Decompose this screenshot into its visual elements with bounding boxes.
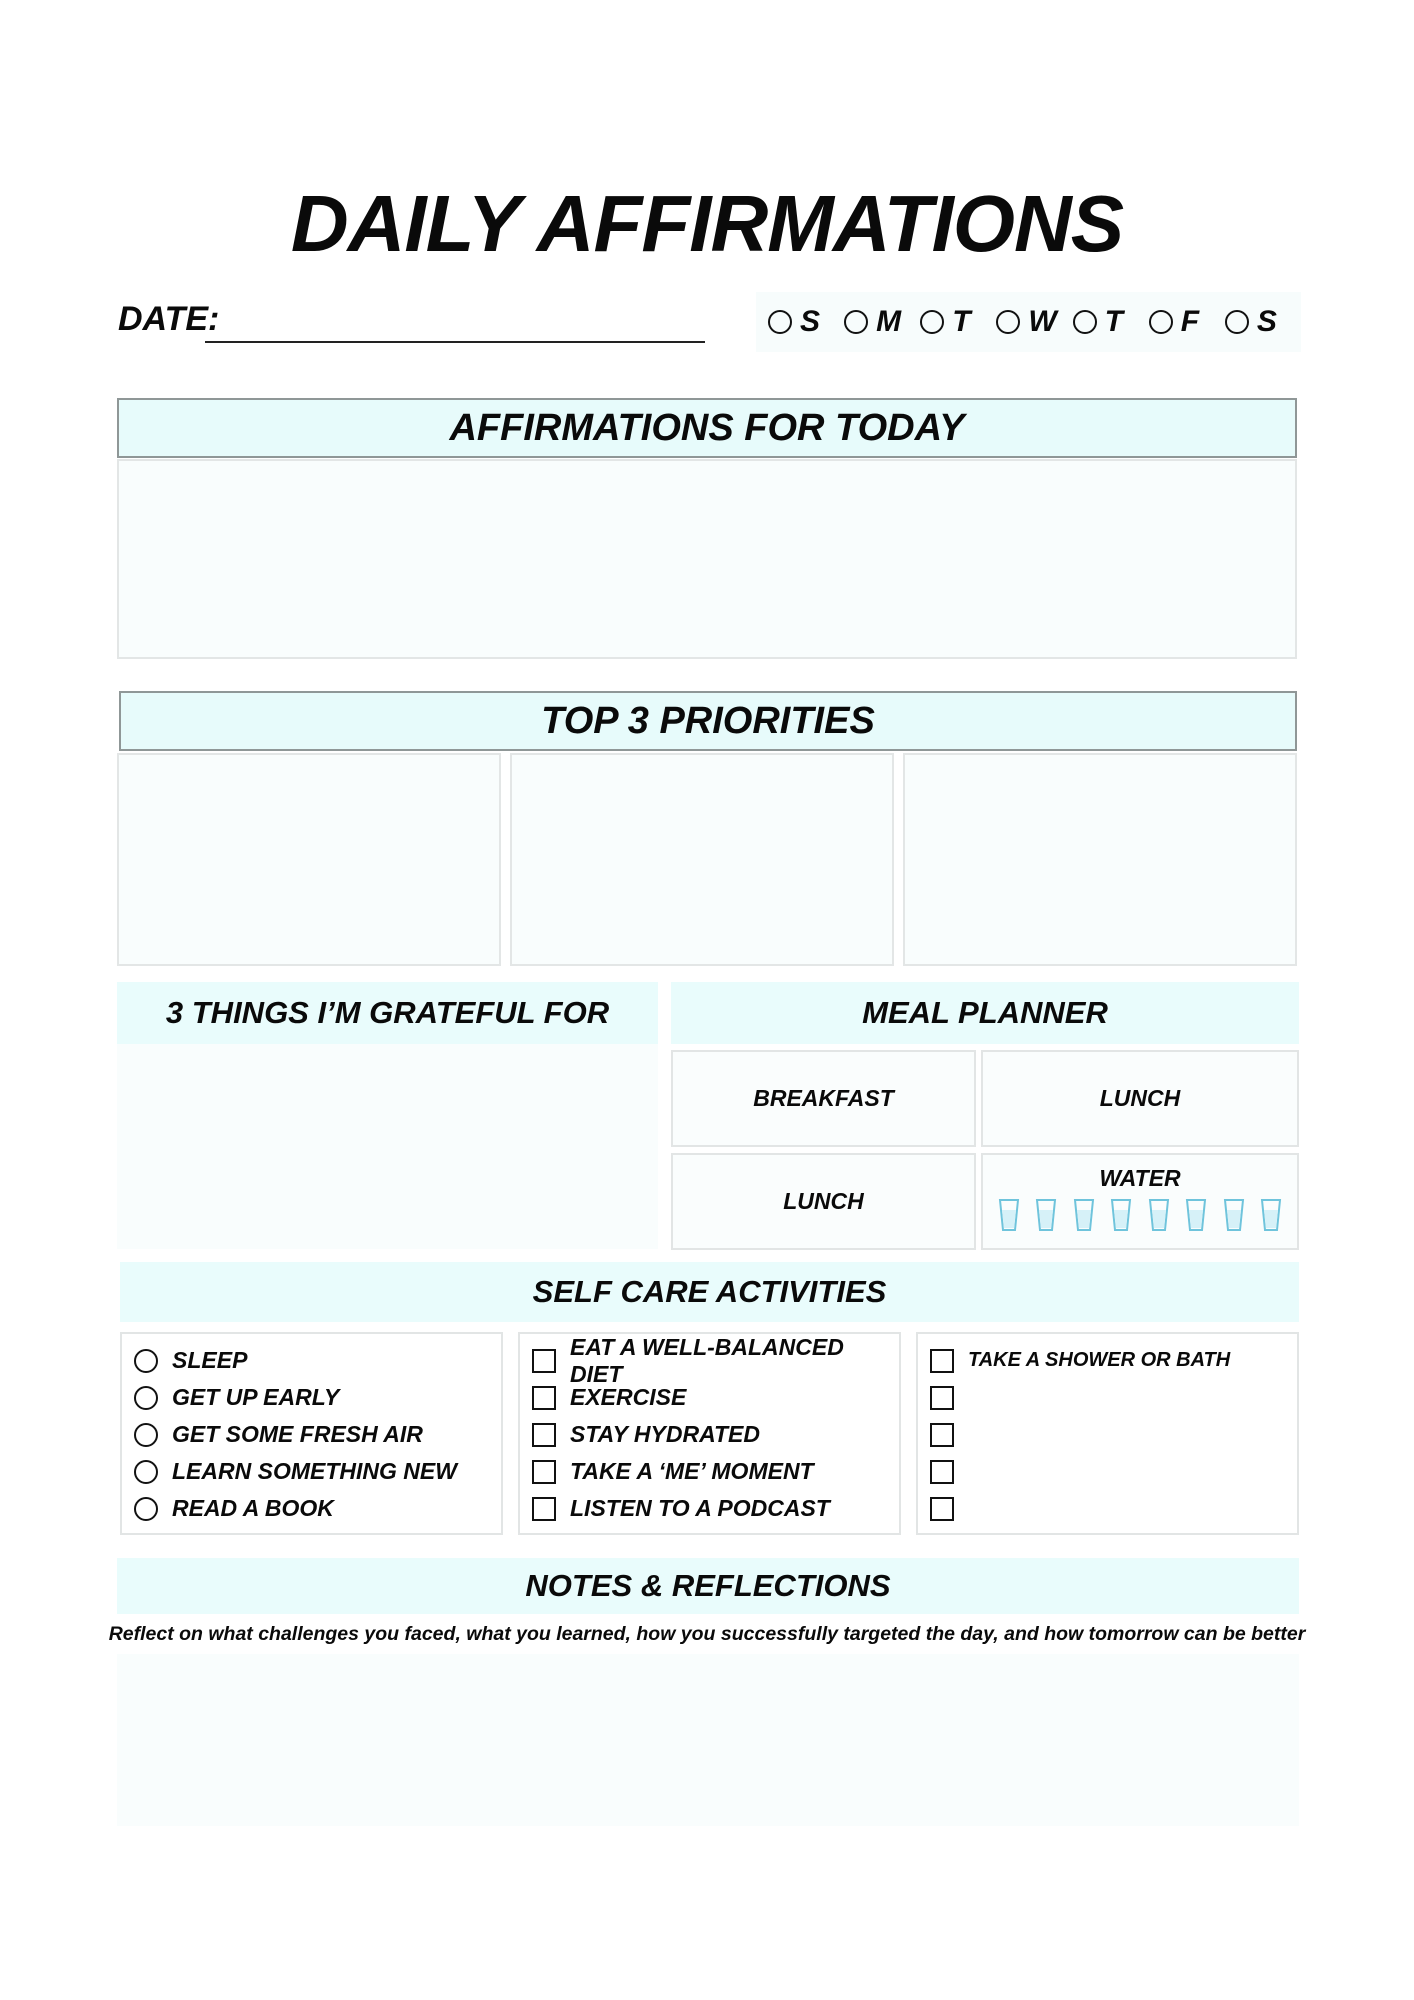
self-care-heading: SELF CARE ACTIVITIES [120, 1262, 1299, 1322]
breakfast-cell[interactable]: BREAKFAST [671, 1050, 976, 1147]
checkbox-icon[interactable] [930, 1423, 954, 1447]
checkbox-icon[interactable] [532, 1386, 556, 1410]
list-item[interactable]: GET SOME FRESH AIR [134, 1416, 501, 1453]
radio-circle-icon[interactable] [134, 1423, 158, 1447]
checkbox-icon[interactable] [930, 1386, 954, 1410]
priorities-heading: TOP 3 PRIORITIES [119, 691, 1297, 751]
date-input-line[interactable] [205, 341, 705, 343]
radio-circle-icon[interactable] [134, 1497, 158, 1521]
water-tracker [998, 1198, 1282, 1232]
radio-circle-icon[interactable] [134, 1349, 158, 1373]
meal-planner-heading: MEAL PLANNER [671, 982, 1299, 1044]
list-item[interactable] [930, 1490, 1297, 1527]
self-care-column-3 [916, 1332, 1299, 1535]
checkbox-icon[interactable] [532, 1460, 556, 1484]
day-option[interactable]: T [1073, 305, 1147, 339]
water-glass-icon[interactable] [1110, 1198, 1132, 1232]
notes-area[interactable] [117, 1654, 1299, 1826]
list-item[interactable]: EAT A WELL-BALANCED DIET [532, 1342, 899, 1379]
list-item[interactable]: TAKE A SHOWER OR BATH [930, 1342, 1297, 1379]
checkbox-icon[interactable] [532, 1423, 556, 1447]
water-glass-icon[interactable] [1223, 1198, 1245, 1232]
checkbox-icon[interactable] [532, 1349, 556, 1373]
self-care-column-2 [518, 1332, 901, 1535]
water-glass-icon[interactable] [1185, 1198, 1207, 1232]
radio-circle-icon[interactable] [134, 1386, 158, 1410]
list-item[interactable]: LISTEN TO A PODCAST [532, 1490, 899, 1527]
notes-prompt: Reflect on what challenges you faced, what you learned, how you successfully targeted the day, and how tomorrow can be better [108, 1623, 1306, 1645]
day-option[interactable]: S [768, 305, 842, 339]
day-option[interactable]: S [1225, 305, 1299, 339]
water-glass-icon[interactable] [1148, 1198, 1170, 1232]
grateful-heading: 3 THINGS I’M GRATEFUL FOR [117, 982, 658, 1044]
checkbox-icon[interactable] [930, 1349, 954, 1373]
grateful-area[interactable] [117, 1044, 658, 1249]
notes-heading: NOTES & REFLECTIONS [117, 1558, 1299, 1614]
day-option[interactable]: F [1149, 305, 1223, 339]
lunch-cell-top[interactable]: LUNCH [981, 1050, 1299, 1147]
self-care-column-1 [120, 1332, 503, 1535]
affirmations-heading: AFFIRMATIONS FOR TODAY [117, 398, 1297, 458]
radio-circle-icon[interactable] [1149, 310, 1173, 334]
radio-circle-icon[interactable] [1225, 310, 1249, 334]
checkbox-icon[interactable] [930, 1460, 954, 1484]
radio-circle-icon[interactable] [844, 310, 868, 334]
list-item[interactable]: READ A BOOK [134, 1490, 501, 1527]
lunch-cell-bottom[interactable]: LUNCH [671, 1153, 976, 1250]
day-option[interactable]: W [996, 305, 1070, 339]
day-option[interactable]: T [920, 305, 994, 339]
list-item[interactable] [930, 1453, 1297, 1490]
date-label: DATE: [118, 300, 220, 338]
radio-circle-icon[interactable] [1073, 310, 1097, 334]
radio-circle-icon[interactable] [134, 1460, 158, 1484]
checkbox-icon[interactable] [930, 1497, 954, 1521]
list-item[interactable]: STAY HYDRATED [532, 1416, 899, 1453]
list-item[interactable]: EXERCISE [532, 1379, 899, 1416]
water-glass-icon[interactable] [1260, 1198, 1282, 1232]
checkbox-icon[interactable] [532, 1497, 556, 1521]
list-item[interactable]: GET UP EARLY [134, 1379, 501, 1416]
list-item[interactable]: LEARN SOMETHING NEW [134, 1453, 501, 1490]
radio-circle-icon[interactable] [768, 310, 792, 334]
water-cell [981, 1153, 1299, 1250]
water-glass-icon[interactable] [998, 1198, 1020, 1232]
radio-circle-icon[interactable] [996, 310, 1020, 334]
day-selector [756, 292, 1301, 352]
list-item[interactable]: TAKE A ‘ME’ MOMENT [532, 1453, 899, 1490]
list-item[interactable] [930, 1416, 1297, 1453]
day-option[interactable]: M [844, 305, 918, 339]
list-item[interactable]: SLEEP [134, 1342, 501, 1379]
priority-box-1[interactable] [117, 753, 501, 966]
water-label: WATER [1099, 1165, 1181, 1191]
page-title: DAILY AFFIRMATIONS [290, 179, 1124, 268]
water-glass-icon[interactable] [1035, 1198, 1057, 1232]
water-glass-icon[interactable] [1073, 1198, 1095, 1232]
list-item[interactable] [930, 1379, 1297, 1416]
radio-circle-icon[interactable] [920, 310, 944, 334]
priority-box-2[interactable] [510, 753, 894, 966]
affirmations-area[interactable] [117, 459, 1297, 659]
priority-box-3[interactable] [903, 753, 1297, 966]
